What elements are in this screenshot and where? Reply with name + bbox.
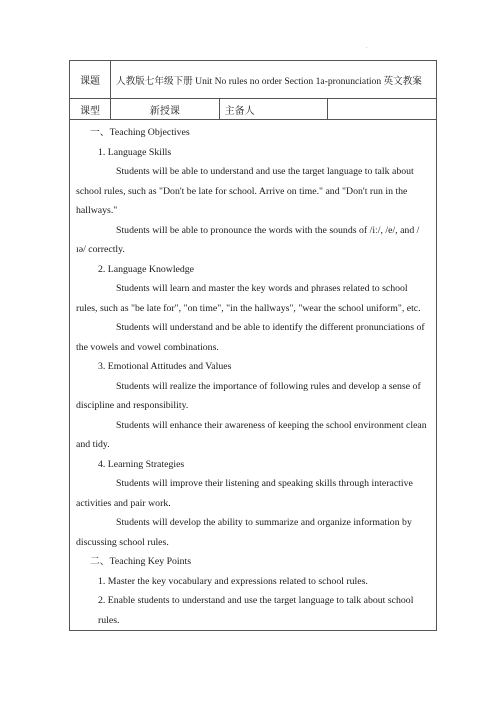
emotional-p2: Students will enhance their awareness of keeping the school environment clean and tidy. — [76, 419, 427, 450]
type-row — [70, 99, 437, 120]
key-point-1: 1. Master the key vocabulary and expressions related to school rules. — [98, 575, 368, 587]
page-mark: . — [366, 44, 368, 50]
key-points-heading: 二、Teaching Key Points — [90, 556, 192, 567]
topic-label: 课题 — [70, 61, 111, 99]
language-skills-heading: 1. Language Skills — [98, 146, 172, 158]
type-label: 课型 — [70, 99, 111, 120]
language-knowledge-p1: Students will learn and master the key words and phrases related to school rules, such as "be late for", "on time", "in the hallways", "wear the school uniform", etc. — [76, 283, 421, 314]
emotional-heading: 3. Emotional Attitudes and Values — [98, 361, 232, 372]
content-row — [70, 120, 437, 631]
emotional-p1: Students will realize the importance of following rules and develop a sense of discipline and responsibility. — [76, 380, 421, 411]
key-point-2: 2. Enable students to understand and use the target language to talk about school rules. — [98, 595, 414, 626]
type-value: 新授课 — [111, 99, 220, 120]
language-knowledge-heading: 2. Language Knowledge — [98, 263, 195, 275]
lesson-plan-table — [69, 60, 437, 631]
lesson-title: 人教版七年级下册 Unit No rules no order Section 1a-pronunciation 英文教案 — [111, 61, 437, 99]
lesson-content — [70, 120, 436, 630]
language-skills-p1: Students will be able to understand and use the target language to talk about school rules, such as "Don't be late for school. Arrive on time." and "Don't run in the hallways." — [76, 166, 414, 216]
strategies-p1: Students will improve their listening and speaking skills through interactive activities and pair work. — [76, 478, 413, 509]
strategies-p2: Students will develop the ability to summarize and organize information by discussing school rules. — [76, 517, 412, 548]
language-skills-p2: Students will be able to pronounce the words with the sounds of /iː/, /e/, and /ɪə/ correctly. — [76, 224, 420, 255]
objectives-heading: 一、Teaching Objectives — [90, 127, 190, 138]
content-cell — [70, 120, 437, 631]
language-knowledge-p2: Students will understand and be able to identify the different pronunciations of the vowels and vowel combinations. — [76, 322, 425, 353]
strategies-heading: 4. Learning Strategies — [98, 458, 185, 470]
preparer-label: 主备人 — [219, 99, 328, 120]
title-row — [70, 61, 437, 99]
preparer-value — [328, 99, 437, 120]
